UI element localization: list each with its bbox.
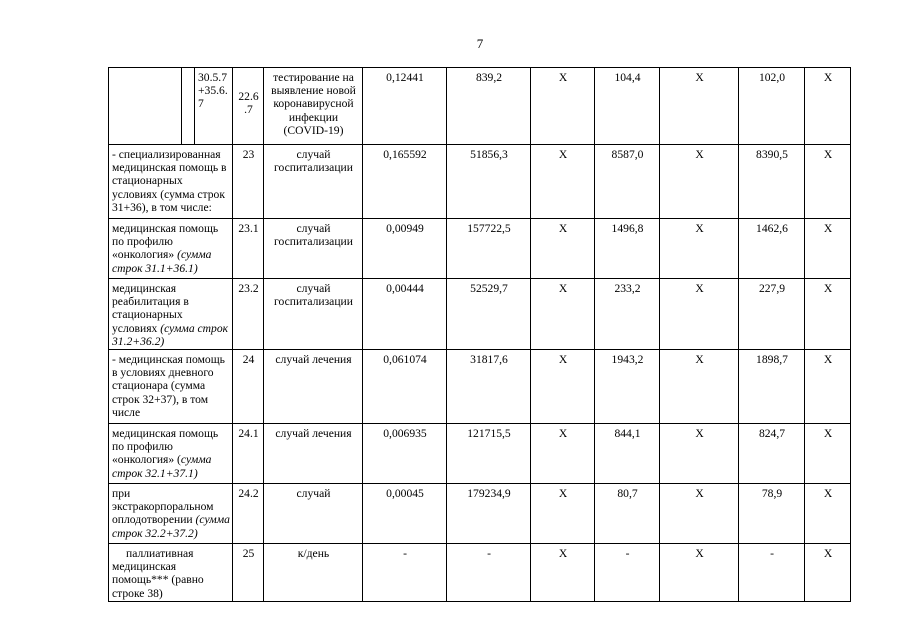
row-name: паллиативная медицинская помощь*** (равно строке 38) <box>109 544 233 602</box>
row-name: при экстракорпоральном оплодотворении <box>112 487 214 527</box>
row-cost: 179234,9 <box>447 484 531 544</box>
row-col10: 227,9 <box>739 279 805 350</box>
row-col8: 104,4 <box>595 68 660 145</box>
row-name: медицинская помощь по профилю «онкология» ( <box>112 427 219 467</box>
row-col10: - <box>739 544 805 602</box>
table-row <box>109 350 851 424</box>
row-cost: 52529,7 <box>447 279 531 350</box>
row-name: - медицинская помощь в условиях дневного стационара (сумма строк 32+37), в том числе <box>109 350 233 424</box>
row-line-number: 23 <box>233 145 264 219</box>
row-col9: Х <box>660 350 739 424</box>
row-unit: случай лечения <box>264 350 363 424</box>
row-norm: 0,00949 <box>363 219 447 279</box>
row-name-cell <box>109 424 233 484</box>
table-row <box>109 279 851 350</box>
row-col7: Х <box>531 279 595 350</box>
row-name-cell <box>109 484 233 544</box>
row-col9: Х <box>660 145 739 219</box>
row-col8: 844,1 <box>595 424 660 484</box>
row-col11: Х <box>805 279 851 350</box>
row-col11: Х <box>805 145 851 219</box>
row-col7: Х <box>531 219 595 279</box>
row-col8: 80,7 <box>595 484 660 544</box>
row-name-italic: (сумма строк 31.2+36.2) <box>112 321 229 348</box>
row-name-cell <box>109 68 182 145</box>
row-cost: 121715,5 <box>447 424 531 484</box>
row-col9: Х <box>660 279 739 350</box>
row-col8: - <box>595 544 660 602</box>
row-cost: 157722,5 <box>447 219 531 279</box>
row-line-number: 24.2 <box>233 484 264 544</box>
row-col11: Х <box>805 350 851 424</box>
row-name-cell <box>109 279 233 350</box>
row-name: медицинская реабилитация в стационарных условиях <box>112 282 189 335</box>
row-name: - специализированная медицинская помощь в стационарных условиях (сумма строк 31+36), в том числе: <box>109 145 233 219</box>
table-row <box>109 484 851 544</box>
table-row <box>109 219 851 279</box>
row-line-number: 23.1 <box>233 219 264 279</box>
row-norm: 0,00045 <box>363 484 447 544</box>
row-col10: 1898,7 <box>739 350 805 424</box>
row-line-number: 23.2 <box>233 279 264 350</box>
row-unit: случай лечения <box>264 424 363 484</box>
row-unit: тестирование на выявление новой коронавирусной инфекции (COVID-19) <box>264 68 363 145</box>
row-cost: - <box>447 544 531 602</box>
table-row <box>109 68 851 145</box>
row-col9: Х <box>660 424 739 484</box>
row-unit: случай <box>264 484 363 544</box>
row-line-number: 24.1 <box>233 424 264 484</box>
row-col7: Х <box>531 424 595 484</box>
row-col9: Х <box>660 544 739 602</box>
row-col11: Х <box>805 484 851 544</box>
row-unit: случай госпитализации <box>264 219 363 279</box>
row-norm: 0,12441 <box>363 68 447 145</box>
row-line-number: 25 <box>233 544 264 602</box>
row-name-italic: (сумма строк 32.2+37.2) <box>112 513 230 540</box>
row-col11: Х <box>805 544 851 602</box>
financing-table <box>108 67 851 602</box>
row-col9: Х <box>660 68 739 145</box>
row-norm: 0,061074 <box>363 350 447 424</box>
row-norm: 0,00444 <box>363 279 447 350</box>
table-row <box>109 544 851 602</box>
row-norm: 0,165592 <box>363 145 447 219</box>
page-number: 7 <box>476 36 484 51</box>
row-line-number: 22.6 .7 <box>233 68 264 145</box>
row-col7: Х <box>531 544 595 602</box>
row-col7: Х <box>531 484 595 544</box>
table-row <box>109 424 851 484</box>
row-code-cell: 30.5.7 +35.6. 7 <box>195 68 233 145</box>
row-col8: 8587,0 <box>595 145 660 219</box>
row-col11: Х <box>805 219 851 279</box>
row-col10: 1462,6 <box>739 219 805 279</box>
row-spacer-cell <box>182 68 195 145</box>
row-norm: - <box>363 544 447 602</box>
row-col7: Х <box>531 68 595 145</box>
row-col7: Х <box>531 350 595 424</box>
table-row <box>109 145 851 219</box>
row-name-italic: сумма строк 32.1+37.1) <box>112 453 212 480</box>
row-col10: 102,0 <box>739 68 805 145</box>
row-norm: 0,006935 <box>363 424 447 484</box>
row-name-cell <box>109 219 233 279</box>
row-name-italic: (сумма строк 31.1+36.1) <box>112 248 212 275</box>
row-col8: 1943,2 <box>595 350 660 424</box>
row-col11: Х <box>805 68 851 145</box>
row-col8: 233,2 <box>595 279 660 350</box>
row-col11: Х <box>805 424 851 484</box>
row-cost: 839,2 <box>447 68 531 145</box>
row-cost: 31817,6 <box>447 350 531 424</box>
row-col9: Х <box>660 219 739 279</box>
row-col7: Х <box>531 145 595 219</box>
row-col10: 8390,5 <box>739 145 805 219</box>
row-name: медицинская помощь по профилю «онкология» <box>112 222 219 262</box>
row-unit: к/день <box>264 544 363 602</box>
row-unit: случай госпитализации <box>264 145 363 219</box>
row-cost: 51856,3 <box>447 145 531 219</box>
row-unit: случай госпитализации <box>264 279 363 350</box>
row-line-number: 24 <box>233 350 264 424</box>
row-col10: 78,9 <box>739 484 805 544</box>
row-col10: 824,7 <box>739 424 805 484</box>
row-col9: Х <box>660 484 739 544</box>
row-col8: 1496,8 <box>595 219 660 279</box>
